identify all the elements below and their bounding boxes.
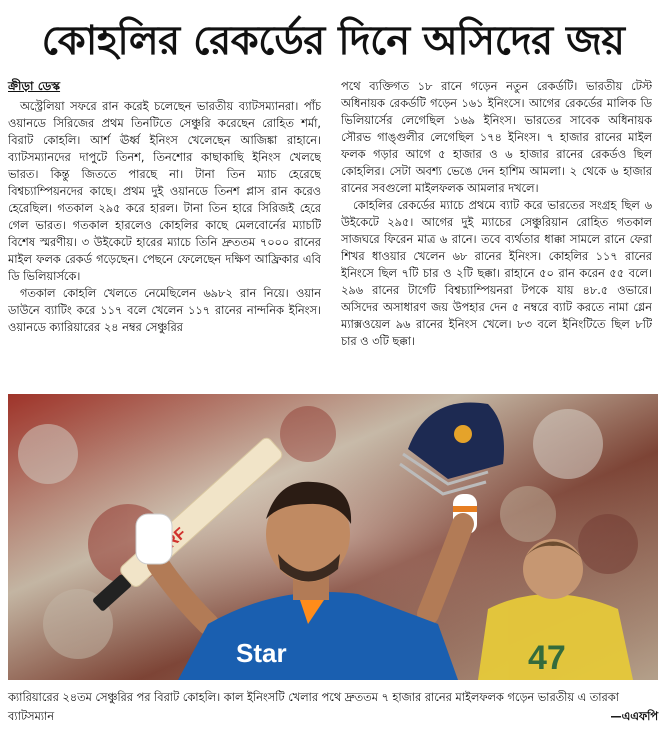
article-paragraph: কোহলির রেকর্ডের ম্যাচে প্রথমে ব্যাট করে ভারতের সংগ্রহ ছিল ৬ উইকেটে ২৯৫। আগের দুই ম্যাচের সেঞ্চুরিয়ান রোহিত গতকাল সাজঘরে ফিরেন মাত্র ৬ রানে। তবে ব্যর্থতার ধাক্কা সামলে রানে ফেরা শিখর ধাওয়ার খেলেন ৬৮ রানের ইনিংস। কোহলির ১১৭ রানের ইনিংসে ছিল ৭টি চার ও ২টি ছক্কা। রাহানে ৫০ রান করেন ৫৫ বলে। ২৯৬ রানের টার্গেট বিশ্বচ্যাম্পিয়নরা টপকে যায় ৪৮.৫ ওভারে। অসিদের অসাধারণ জয় উপহার দেন ৫ নম্বরে ব্যাট করতে নামা গ্লেন ম্যাক্সওয়েল ৯৬ রানের ইনিংস খেলে। ৮৩ বলে ইনিংটিতে ছিল ৮টি চার ও ৩টি ছক্কা। — [341, 199, 652, 348]
article-column-right — [341, 78, 652, 386]
article-paragraph: অস্ট্রেলিয়া সফরে রান করেই চলেছেন ভারতীয় ব্যাটসম্যানরা। পাঁচ ওয়ানডে সিরিজের প্রথম তিনটিতে সেঞ্চুরি করেছেন রোহিত শর্মা, বিরাট কোহলি। আর্শ ঊর্ধ্ব ইনিংস খেলেছেন আজিঙ্কা রাহানে। ব্যাটসম্যানদের দাপুটে তিনশ, তিনশোর কাছাকাছি ইনিংস খেলছে ভারত। কিন্তু জিততে পারছে না। টানা তিন ম্যাচ হেরেছে বিশ্বচ্যাম্পিয়নদের কাছে। প্রথম দুই ওয়ানডে তিনশ প্লাস রান করেও হেরেছিল। গতকাল ২৯৫ করে হারল। টানা তিন হারে সিরিজই হেরে গেল ভারত। গতকাল হারলেও কোহলির কাছে মেলবোর্নের ম্যাচটি বিশেষ স্মরণীয়। ৩ উইকেটে হারের ম্যাচে তিনি দ্রুততম ৭০০০ রানের মাইল ফলক রেকর্ড গড়েছেন। পেছনে ফেলেছেন দক্ষিণ আফ্রিকার এবি ডি ভিলিয়ার্সকে। — [8, 100, 321, 283]
photo-caption — [8, 688, 658, 726]
headline: কোহলির রেকর্ডের দিনে অসিদের জয় — [41, 17, 625, 64]
photo-credit: —এএফপি — [610, 710, 658, 723]
caption-text: ক্যারিয়ারের ২৪তম সেঞ্চুরির পর বিরাট কোহলি। কাল ইনিংসটি খেলার পথে দ্রুততম ৭ হাজার রানের মাইলফলক গড়েন ভারতীয় এ তারকা ব্যাটসম্যান — [8, 691, 619, 723]
article-paragraph: গতকাল কোহলি খেলতে নেমেছিলেন ৬৯৮২ রান নিয়ে। ওয়ান ডাউনে ব্যাটিং করে ১১৭ বলে খেলেন ১১৭ রানের নান্দনিক ইনিংস। ওয়ানডে ক্যারিয়ারের ২৪ নম্বর সেঞ্চুরির — [8, 287, 321, 334]
article-paragraph: পথে ব্যক্তিগত ১৮ রানে গড়েন নতুন রেকর্ডটি। ভারতীয় টেস্ট অধিনায়ক রেকর্ডটি গড়েন ১৬১ ইনিংসে। আগের রেকর্ডের মালিক ডি ভিলিয়ার্সের লেগেছিল ১৬৯ ইনিংস। ভারতের সাবেক অধিনায়ক সৌরভ গাঙ্গুলীর লেগেছিল ১৭৪ ইনিংস। ৭ হাজার রানের মাইল ফলক গড়ার আগে ৫ হাজার ও ৬ হাজার রানের রেকর্ডও ছিল কোহলির। সেটা অবশ্য ভেঙে দেন হাশিম আমলা। ২ থেকে ৬ হাজার রানের সবগুলো মাইলফলক আমলার দখলে। — [341, 80, 652, 195]
article-column-left — [8, 98, 321, 386]
byline-desk: ক্রীড়া ডেস্ক — [8, 79, 61, 93]
jersey-sponsor: Star — [236, 638, 287, 668]
opponent-jersey-number: 47 — [528, 639, 566, 677]
news-photo — [8, 394, 658, 680]
